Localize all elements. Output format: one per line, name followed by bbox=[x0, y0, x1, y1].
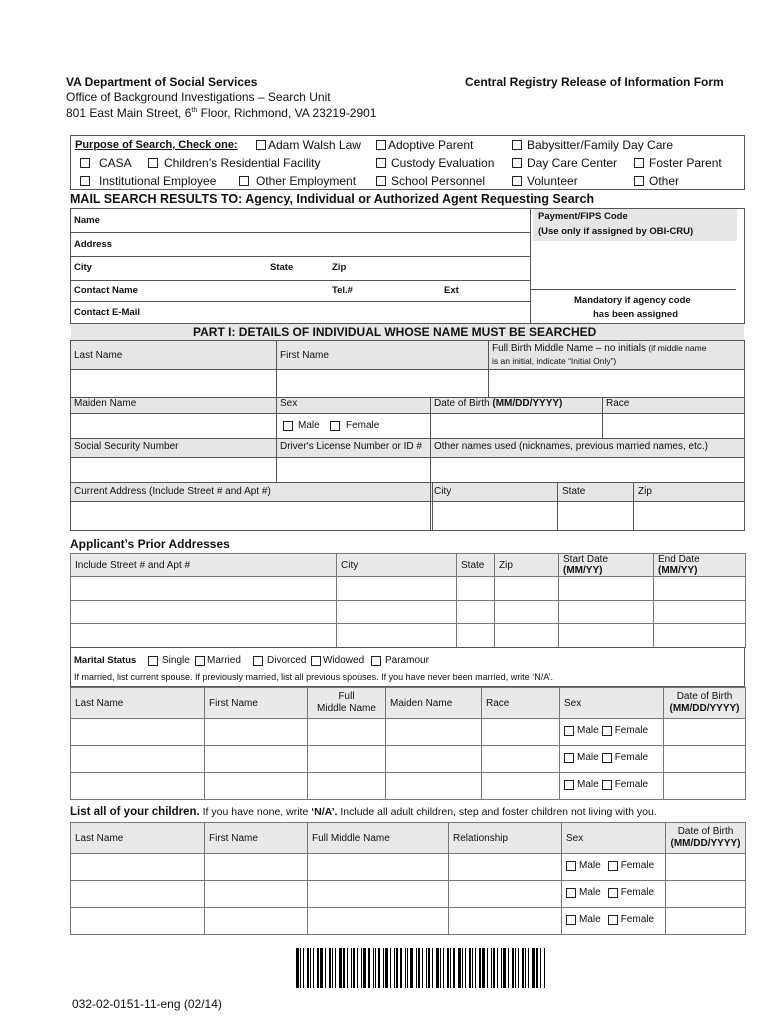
female-label: Female bbox=[620, 887, 655, 899]
purpose-checkbox[interactable] bbox=[512, 176, 522, 186]
purpose-option: School Personnel bbox=[391, 174, 486, 188]
male-label: Male bbox=[579, 914, 601, 926]
form-title: Central Registry Release of Information Form bbox=[465, 75, 724, 89]
prior-street-header: Include Street # and Apt # bbox=[71, 554, 337, 577]
sex-male-label: Male bbox=[298, 420, 320, 431]
purpose-option: Custody Evaluation bbox=[391, 156, 495, 170]
male-label: Male bbox=[577, 725, 599, 737]
male-checkbox[interactable] bbox=[564, 780, 574, 790]
marital-single-checkbox[interactable] bbox=[148, 656, 158, 666]
mandatory-note-2: has been assigned bbox=[593, 309, 679, 320]
marital-paramour-checkbox[interactable] bbox=[371, 656, 381, 666]
mail-city-label: City bbox=[74, 262, 92, 273]
current-address-label: Current Address (Include Street # and Apt #) bbox=[74, 486, 271, 497]
child-first-name-header: First Name bbox=[205, 823, 308, 854]
spouse-middle-name-header: Full Middle Name bbox=[308, 688, 386, 719]
female-checkbox[interactable] bbox=[608, 915, 618, 925]
child-last-name-header: Last Name bbox=[71, 823, 205, 854]
fips-note: (Use only if assigned by OBI-CRU) bbox=[538, 226, 694, 237]
male-checkbox[interactable] bbox=[566, 888, 576, 898]
purpose-option: Foster Parent bbox=[649, 156, 722, 170]
marital-option: Married bbox=[207, 655, 241, 666]
purpose-option: Adam Walsh Law bbox=[268, 138, 361, 152]
male-checkbox[interactable] bbox=[566, 861, 576, 871]
other-names-label: Other names used (nicknames, previous married names, etc.) bbox=[434, 441, 708, 452]
marital-option: Divorced bbox=[267, 655, 307, 666]
purpose-checkbox[interactable] bbox=[80, 176, 90, 186]
purpose-checkbox[interactable] bbox=[239, 176, 249, 186]
prior-addresses-table bbox=[70, 553, 746, 648]
purpose-option: Other Employment bbox=[256, 174, 357, 188]
male-checkbox[interactable] bbox=[564, 726, 574, 736]
sex-female-checkbox[interactable] bbox=[330, 421, 340, 431]
first-name-label: First Name bbox=[280, 350, 329, 361]
spouse-maiden-name-header: Maiden Name bbox=[386, 688, 482, 719]
part1-heading: PART I: DETAILS OF INDIVIDUAL WHOSE NAME MUST BE SEARCHED bbox=[193, 325, 597, 339]
mail-state-label: State bbox=[270, 262, 294, 273]
mail-heading: MAIL SEARCH RESULTS TO: Agency, Individual or Authorized Agent Requesting Search bbox=[70, 192, 595, 206]
current-zip-label: Zip bbox=[638, 486, 652, 497]
purpose-option: Day Care Center bbox=[527, 156, 618, 170]
mail-address-label: Address bbox=[74, 239, 113, 250]
female-checkbox[interactable] bbox=[608, 888, 618, 898]
middle-name-note: is an initial, indicate “Initial Only”) bbox=[492, 356, 617, 366]
marital-note: If married, list current spouse. If previously married, list all previous spouses. If you have never been married, write ‘N/A’. bbox=[74, 672, 554, 682]
child-dob-header: Date of Birth (MM/DD/YYYY) bbox=[666, 823, 746, 854]
spouse-sex-header: Sex bbox=[560, 688, 664, 719]
male-label: Male bbox=[577, 779, 599, 791]
prior-start-header: Start Date (MM/YY) bbox=[559, 554, 654, 577]
current-city-label: City bbox=[434, 486, 452, 497]
purpose-checkbox[interactable] bbox=[376, 158, 386, 168]
female-checkbox[interactable] bbox=[602, 753, 612, 763]
purpose-checkbox[interactable] bbox=[256, 140, 266, 150]
mail-ext-label: Ext bbox=[444, 285, 459, 296]
mail-zip-label: Zip bbox=[332, 262, 347, 273]
spouse-first-name-header: First Name bbox=[205, 688, 308, 719]
female-label: Female bbox=[620, 914, 655, 926]
female-checkbox[interactable] bbox=[602, 780, 612, 790]
prior-city-header: City bbox=[337, 554, 457, 577]
spouse-table bbox=[70, 687, 746, 800]
marital-divorced-checkbox[interactable] bbox=[253, 656, 263, 666]
male-label: Male bbox=[579, 887, 601, 899]
marital-status-label: Marital Status bbox=[74, 655, 137, 666]
last-name-label: Last Name bbox=[74, 350, 123, 361]
purpose-option: Volunteer bbox=[527, 174, 578, 188]
drivers-license-label: Driver's License Number or ID # bbox=[280, 441, 422, 452]
ssn-label: Social Security Number bbox=[74, 441, 179, 452]
table-row bbox=[71, 601, 746, 624]
male-checkbox[interactable] bbox=[564, 753, 574, 763]
mail-tel-label: Tel.# bbox=[332, 285, 353, 296]
marital-option: Paramour bbox=[385, 655, 429, 666]
purpose-checkbox[interactable] bbox=[634, 158, 644, 168]
sex-male-checkbox[interactable] bbox=[283, 421, 293, 431]
current-state-label: State bbox=[562, 486, 586, 497]
mandatory-note: Mandatory if agency code bbox=[574, 295, 691, 306]
purpose-checkbox[interactable] bbox=[376, 140, 386, 150]
female-checkbox[interactable] bbox=[602, 726, 612, 736]
prior-end-header: End Date (MM/YY) bbox=[654, 554, 746, 577]
table-row bbox=[71, 881, 746, 908]
office-name: Office of Background Investigations – Search Unit bbox=[66, 90, 331, 104]
mail-name-label: Name bbox=[74, 215, 100, 226]
sex-label: Sex bbox=[280, 398, 298, 409]
child-middle-name-header: Full Middle Name bbox=[308, 823, 449, 854]
table-row bbox=[71, 854, 746, 881]
male-label: Male bbox=[579, 860, 601, 872]
table-row bbox=[71, 577, 746, 601]
purpose-option: CASA bbox=[99, 156, 132, 170]
purpose-option: Other bbox=[649, 174, 680, 188]
purpose-checkbox[interactable] bbox=[634, 176, 644, 186]
female-label: Female bbox=[614, 725, 649, 737]
purpose-option: Children’s Residential Facility bbox=[164, 156, 321, 170]
purpose-option: Babysitter/Family Day Care bbox=[527, 138, 674, 152]
male-label: Male bbox=[577, 752, 599, 764]
mail-contact-name-label: Contact Name bbox=[74, 285, 138, 296]
spouse-race-header: Race bbox=[482, 688, 560, 719]
child-sex-header: Sex bbox=[562, 823, 666, 854]
agency-name: VA Department of Social Services bbox=[66, 75, 258, 89]
marital-married-checkbox[interactable] bbox=[195, 656, 205, 666]
prior-state-header: State bbox=[457, 554, 495, 577]
spouse-last-name-header: Last Name bbox=[71, 688, 205, 719]
female-label: Female bbox=[614, 779, 649, 791]
purpose-checkbox[interactable] bbox=[512, 140, 522, 150]
purpose-checkbox[interactable] bbox=[512, 158, 522, 168]
office-address: 801 East Main Street, 6th Floor, Richmond, VA 23219-2901 bbox=[66, 106, 377, 120]
marital-option: Single bbox=[162, 655, 190, 666]
spouse-dob-header: Date of Birth (MM/DD/YYYY) bbox=[664, 688, 746, 719]
table-row bbox=[71, 719, 746, 746]
dob-label: Date of Birth (MM/DD/YYYY) bbox=[434, 398, 563, 409]
mail-contact-email-label: Contact E-Mail bbox=[74, 307, 140, 318]
form-number: 032-02-0151-11-eng (02/14) bbox=[72, 997, 222, 1011]
purpose-checkbox[interactable] bbox=[148, 158, 158, 168]
middle-name-label: Full Birth Middle Name – no initials (if middle name bbox=[492, 343, 707, 354]
purpose-option: Institutional Employee bbox=[99, 174, 217, 188]
child-relationship-header: Relationship bbox=[449, 823, 562, 854]
children-heading: List all of your children. If you have none, write ‘N/A’. Include all adult children, step and foster children not living with you. bbox=[70, 806, 657, 818]
sex-female-label: Female bbox=[346, 420, 380, 431]
female-label: Female bbox=[614, 752, 649, 764]
purpose-checkbox[interactable] bbox=[376, 176, 386, 186]
purpose-option: Adoptive Parent bbox=[388, 138, 474, 152]
table-row bbox=[71, 624, 746, 648]
female-checkbox[interactable] bbox=[608, 861, 618, 871]
barcode bbox=[296, 948, 546, 988]
marital-widowed-checkbox[interactable] bbox=[311, 656, 321, 666]
table-row bbox=[71, 746, 746, 773]
maiden-name-label: Maiden Name bbox=[74, 398, 137, 409]
prior-zip-header: Zip bbox=[495, 554, 559, 577]
marital-option: Widowed bbox=[323, 655, 365, 666]
purpose-label: Purpose of Search, Check one: bbox=[75, 139, 238, 151]
prior-addresses-heading: Applicant’s Prior Addresses bbox=[70, 537, 230, 551]
purpose-checkbox[interactable] bbox=[80, 158, 90, 168]
male-checkbox[interactable] bbox=[566, 915, 576, 925]
children-table bbox=[70, 822, 746, 935]
table-row bbox=[71, 908, 746, 935]
female-label: Female bbox=[620, 860, 655, 872]
race-label: Race bbox=[606, 398, 630, 409]
table-row bbox=[71, 773, 746, 800]
fips-label: Payment/FIPS Code bbox=[538, 211, 628, 222]
